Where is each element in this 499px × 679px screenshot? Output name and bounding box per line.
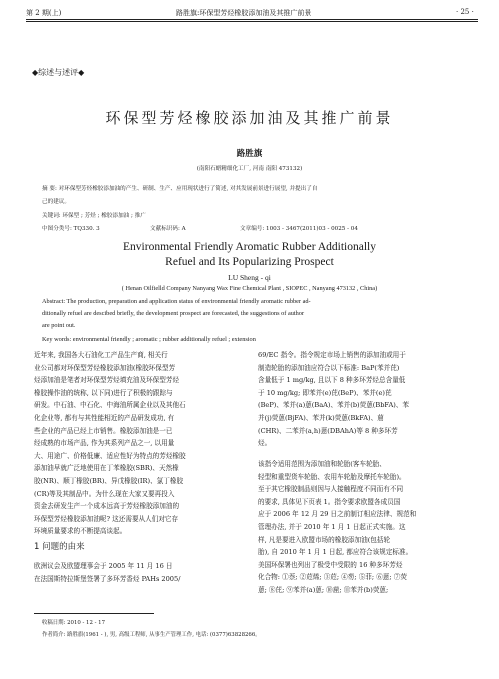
paragraph-line: 化企业等, 都有与其性能相近的产品研发成功, 有 [34,413,175,422]
paragraph-line: 该指令适用范围为添加油和轮胎(客车轮胎、 [258,460,386,468]
abstract-en-line2: ditionally refuel are descibed briefly, the development prospect are forecasted, the suggestions of author [42,310,305,317]
footnote-rule [34,613,154,614]
paragraph-line: 蒽; ⑧芘; ⑨苯并(a)蒽; ⑩䓛; ⑪苯并(b)荧蒽; [258,585,389,594]
received-date: 收稿日期: 2010 - 12 - 17 [42,620,106,626]
paragraph-line: (BeP)、苯并(a)蒽(BaA)、苯并(b)荧蒽(BbFA)、苯 [258,401,409,410]
title-en-line2: Refuel and Its Popularizing Prospect [165,256,334,268]
keywords-en: Key words: environmental friendly ; aromatic ; rubber additionally refuel ; extension [42,336,256,343]
paragraph-line: 添加油早就广泛地使用在丁苯橡胶(SBR)、天然橡 [34,464,179,473]
paragraph-line: 制造轮胎的添加油应符合以下标准: BaP(苯并芘) [258,363,400,372]
abstract-en-line3: are point out. [42,322,76,329]
paragraph-line: 环境质量要求的不断提高谈起。 [34,527,127,536]
paragraph-line: 含量低于 1 mg/kg, 且以下 8 种多环芳烃总含量低 [258,376,406,385]
header-rule-thin [26,21,478,22]
paragraph-line: 样, 凡是要进入欧盟市场的橡胶添加油(包括轮 [258,535,391,544]
left-column [34,349,240,538]
paragraph-line: 胎), 自 2010 年 1 月 1 日起, 都应符合该规定标准。 [258,548,413,557]
abstract-cn-line1: 摘 要: 对环保型芳烃橡胶添加油的产生、研制、生产、应用现状进行了简述, 对其发展前景进行展望, 并提出了自 [42,186,318,192]
paragraph-line: 化合物: ①萘; ②苊烯; ③苊; ④芴; ⑤菲; ⑥蒽; ⑦荧 [258,573,407,582]
left-column-continued [34,560,240,585]
paragraph-line: 并(j)荧蒽(BjFA)、苯并(k)荧蒽(BkFA)、䓛 [258,413,384,422]
paragraph-line: 大、用途广、价格低廉、适应性好为特点的芳烃橡胶 [34,451,186,460]
affiliation-cn: (南阳石蜡精细化工厂, 河南 南阳 473132) [196,166,303,172]
classification-number: 中图分类号: TQ330. 3 [42,226,100,232]
author-cn: 路胜旗 [236,149,263,159]
page-number: · 25 · [456,8,474,16]
paragraph-line: 于 10 mg/kg; 即苯并(e)芘(BeP)、苯并(e)芘 [258,388,392,397]
section-label: ◆综述与述评◆ [32,68,85,77]
article-id: 文章编号: 1003 - 3467(2011)03 - 0025 - 04 [240,226,358,232]
right-column-continued [258,458,470,597]
paragraph-line: 在法国斯特拉斯堡签署了多环芳香烃 PAHs 2005/ [34,574,181,583]
abstract-cn-line2: 己的建议。 [42,199,70,205]
keywords-cn: 关键词: 环保型 ; 芳烃 ; 橡胶添加油 ; 推广 [42,213,146,219]
paragraph-line: 近年来, 我国各大石油化工产品生产商, 相关行 [34,351,168,359]
title-en-line1: Environmental Friendly Aromatic Rubber Additionally [123,241,376,253]
author-en: LU Sheng - qi [228,273,271,282]
page-title: 环保型芳烃橡胶添加油及其推广前景 [105,109,394,127]
paragraph-line: 环保型芳烃橡胶添加油呢? 这还需要从人们对它存 [34,514,179,523]
paragraph-line: 研发。中石油、中石化、中海油所属企业以及其他石 [34,401,186,410]
paragraph-line: 胶(NR)、顺丁橡胶(BR)、异戊橡胶(IR)、氯丁橡胶 [34,476,184,485]
document-code: 文献标识码: A [150,226,186,232]
paragraph-line: (CHR)、二苯并(a,h)蒽(DBAhA)等 8 种多环芳 [258,426,398,435]
abstract-en-line1: Abstract: The production, preparation and application status of environmental friendly aromatic rubber ad- [42,298,311,305]
affiliation-en: ( Henan Oilfielld Company Nanyang Wax Fine Chemical Plant , SIOPEC , Nanyang 473132 , China) [121,285,378,292]
paragraph-line: 轻型和重型货车轮胎、农用车轮胎及摩托车轮胎)。 [258,472,406,481]
paragraph-line: 应于 2006 年 12 月 29 日之前制订相应法律、规范和 [258,510,417,519]
paragraph-line: 美国环保署也列出了极受中受限的 16 种多环芳烃 [258,560,403,569]
paragraph-line: 些企业的产品已经上市销售。橡胶添加油是一已 [34,426,173,435]
paragraph-line: 69/EC 指令。指令规定市场上销售的添加油或用于 [258,351,406,359]
section-heading-1: 1 问题的由来 [34,542,85,552]
paragraph-line: 经成熟的市场产品, 作为其系列产品之一, 以用量 [34,439,175,448]
journal-issue: 第 2 期(上) [26,9,62,17]
paragraph-line: 烃。 [258,439,272,448]
paragraph-line: 欧洲议会及欧盟理事会于 2005 年 11 月 16 日 [34,562,173,570]
paragraph-line: 资金去研发生产一个成本远高于芳烃橡胶添加油的 [34,502,180,511]
paragraph-line: (CR)等及其制品中。为什么现在大家又要再投入 [34,489,175,498]
running-title: 路胜旗:环保型芳烃橡胶添加油及其推广前景 [176,9,312,17]
paragraph-line: 管理办法, 并于 2010 年 1 月 1 日起正式实施。这 [258,522,406,531]
header-rule [26,19,478,20]
paragraph-line: 至于其它橡胶制品则因与人接触程度不同而有不同 [258,485,404,494]
paragraph-line: 业公司都对环保型芳烃橡胶添加油(橡胶环保型芳 [34,363,176,372]
paragraph-line: 烃添加油是笔者对环保型芳烃填充油及环保型芳烃 [34,376,180,385]
paragraph-line: 橡胶操作油的统称, 以下同)进行了积极的跟踪与 [34,388,173,397]
author-info: 作者简介: 路胜旗(1961 - ), 男, 高级工程师, 从事生产管理工作, 电话: (0377)63828266。 [42,632,261,638]
right-column [258,349,470,450]
paragraph-line: 的要求, 具体见下页表 1。指令要求欧盟各成员国 [258,497,401,506]
